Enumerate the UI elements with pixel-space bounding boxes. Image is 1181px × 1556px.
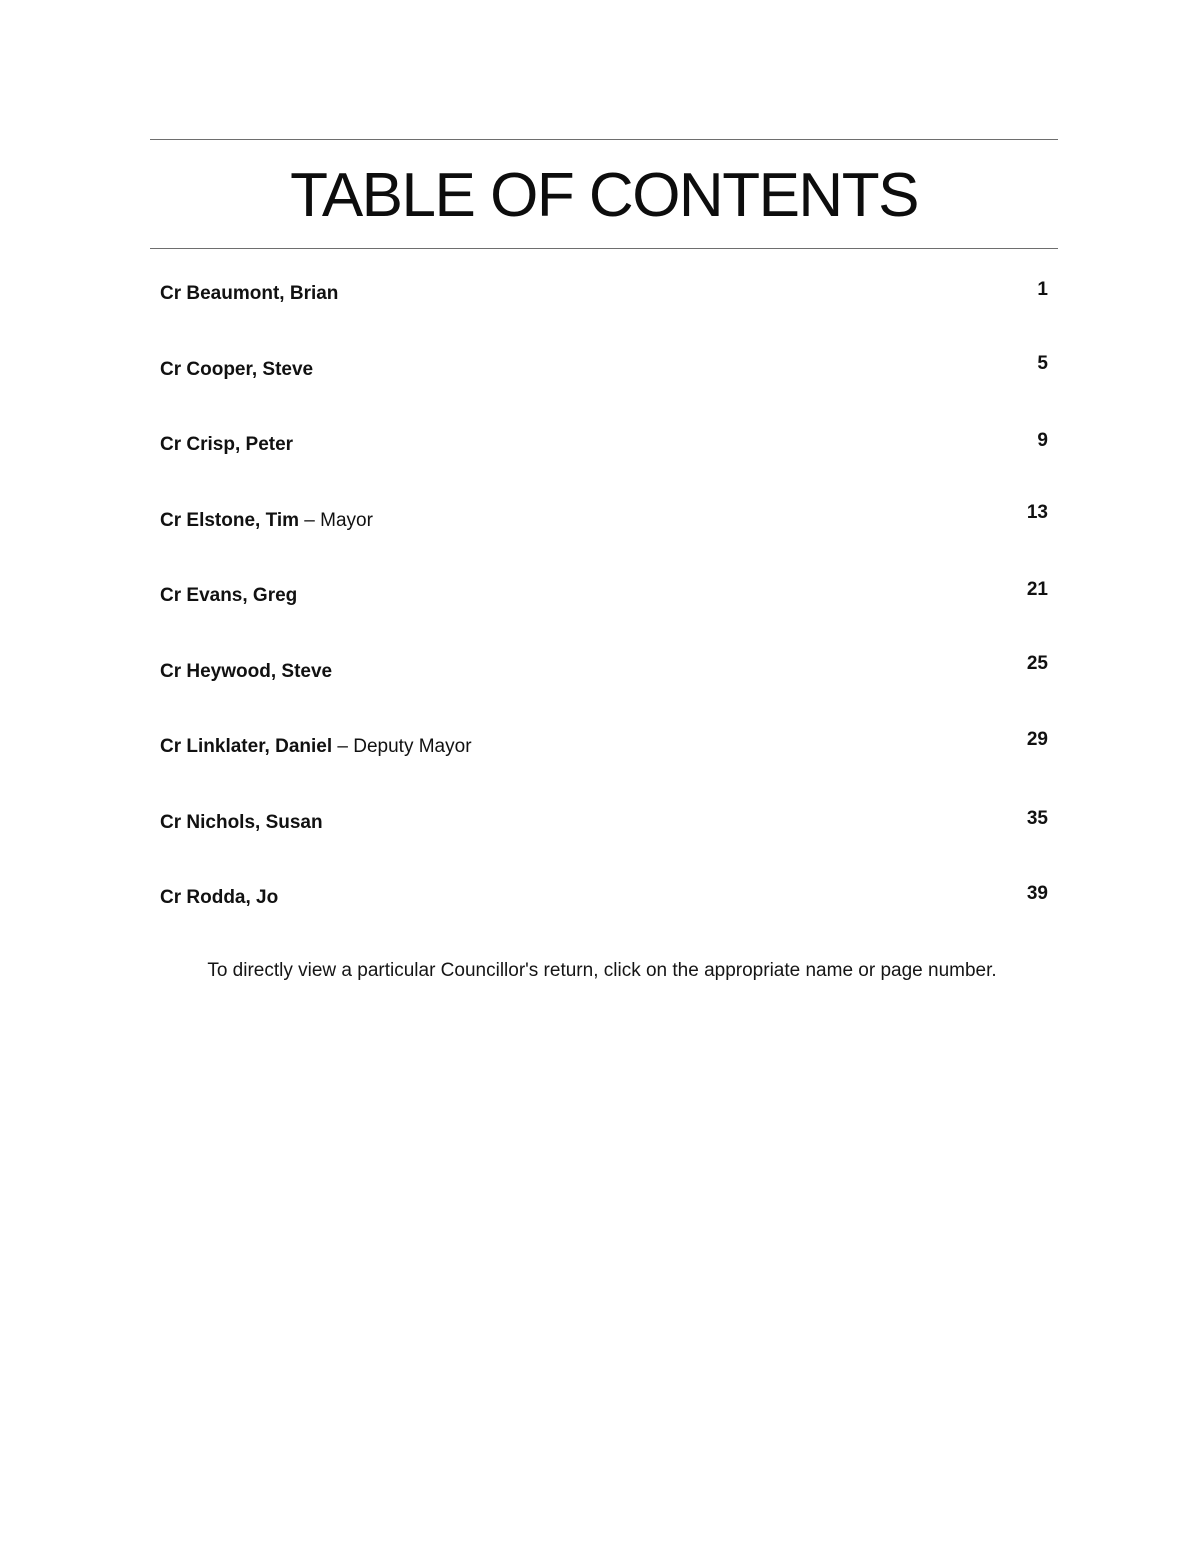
toc-entry-rodda[interactable] [160, 874, 1048, 914]
toc-entry-page-number[interactable]: 9 [1037, 430, 1048, 451]
toc-entry-cooper[interactable] [160, 346, 1048, 386]
toc-entry-page-number[interactable]: 25 [1026, 653, 1048, 674]
toc-entry-role: – Deputy Mayor [337, 736, 472, 757]
toc-entry-nichols[interactable] [160, 799, 1048, 839]
toc-entry-name[interactable]: Cr Beaumont, Brian [160, 283, 339, 304]
toc-entry-crisp[interactable] [160, 421, 1048, 461]
toc-entry-page-number[interactable]: 39 [1026, 883, 1048, 904]
toc-entry-name[interactable]: Cr Heywood, Steve [160, 661, 333, 682]
toc-entry-beaumont[interactable] [160, 270, 1048, 310]
toc-entry-page-number[interactable]: 21 [1026, 579, 1048, 600]
toc-entry-name[interactable]: Cr Evans, Greg [160, 585, 298, 606]
toc-entry-heywood[interactable] [160, 648, 1048, 688]
toc-entry-role: – Mayor [304, 510, 373, 531]
toc-entry-name[interactable]: Cr Linklater, Daniel – Deputy Mayor [160, 736, 472, 757]
title-top-rule [150, 139, 1058, 140]
toc-entry-name[interactable]: Cr Rodda, Jo [160, 887, 279, 908]
toc-entry-page-number[interactable]: 35 [1026, 808, 1048, 829]
title-bottom-rule [150, 248, 1058, 249]
toc-entry-evans[interactable] [160, 572, 1048, 612]
toc-entry-page-number[interactable]: 5 [1037, 353, 1048, 374]
toc-entry-elstone[interactable] [160, 497, 1048, 537]
toc-entry-page-number[interactable]: 1 [1037, 279, 1048, 300]
toc-entry-linklater[interactable] [160, 723, 1048, 763]
toc-entry-name[interactable]: Cr Cooper, Steve [160, 359, 314, 380]
toc-entry-page-number[interactable]: 29 [1026, 729, 1048, 750]
toc-entry-name[interactable]: Cr Elstone, Tim – Mayor [160, 510, 373, 531]
toc-entry-name[interactable]: Cr Crisp, Peter [160, 434, 294, 455]
toc-entry-page-number[interactable]: 13 [1026, 502, 1048, 523]
navigation-instructions: To directly view a particular Councillor's return, click on the appropriate name or page number. [207, 960, 997, 981]
toc-entry-name[interactable]: Cr Nichols, Susan [160, 812, 323, 833]
page-title: TABLE OF CONTENTS [290, 161, 918, 230]
